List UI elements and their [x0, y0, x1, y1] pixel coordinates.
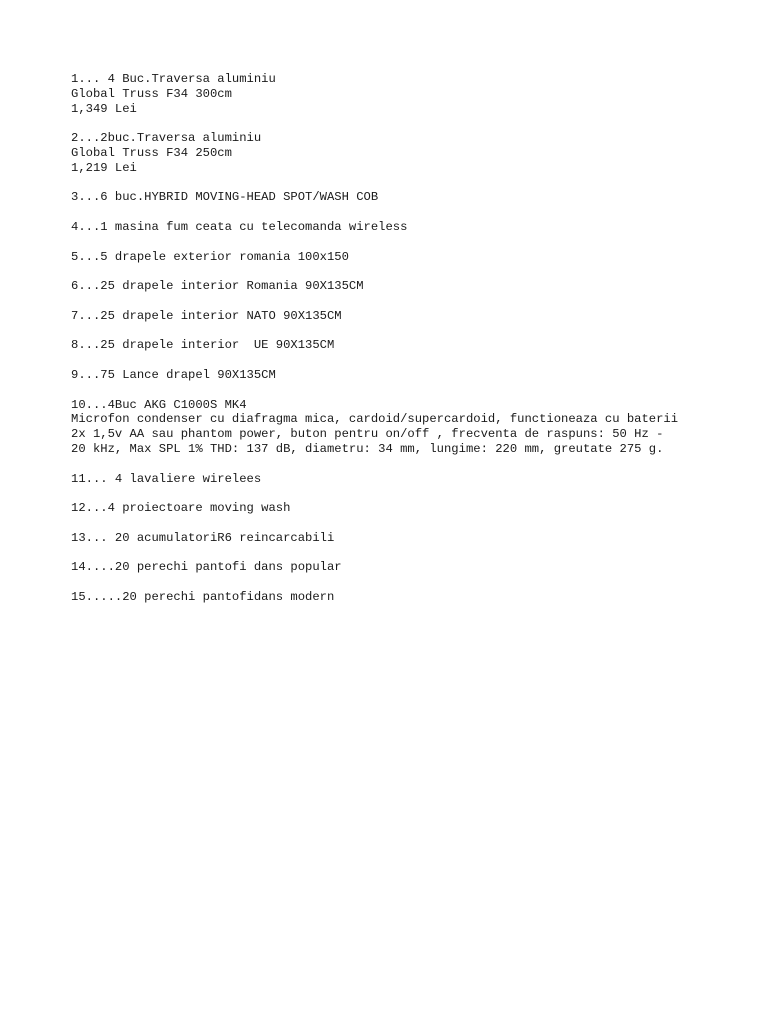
- item-1-price: 1,349 Lei: [71, 101, 137, 116]
- item-11-line-1: 11... 4 lavaliere wirelees: [71, 471, 262, 486]
- list-item-2: [71, 131, 731, 175]
- item-1-line-2: Global Truss F34 300cm: [71, 86, 232, 101]
- item-3-line-1: 3...6 buc.HYBRID MOVING-HEAD SPOT/WASH COB: [71, 190, 379, 205]
- item-2-line-2: Global Truss F34 250cm: [71, 145, 232, 160]
- document-page: [71, 72, 731, 619]
- item-9-line-1: 9...75 Lance drapel 90X135CM: [71, 367, 276, 382]
- item-10-line-4: 20 kHz, Max SPL 1% THD: 137 dB, diametru: 34 mm, lungime: 220 mm, greutate 275 g.: [71, 441, 664, 456]
- item-5-line-1: 5...5 drapele exterior romania 100x150: [71, 249, 349, 264]
- list-item-10: [71, 398, 731, 457]
- item-2-line-1: 2...2buc.Traversa aluminiu: [71, 131, 262, 146]
- item-10-line-2: Microfon condenser cu diafragma mica, cardoid/supercardoid, functioneaza cu baterii: [71, 412, 679, 427]
- list-item-6: [71, 279, 731, 294]
- item-1-line-1: 1... 4 Buc.Traversa aluminiu: [71, 72, 276, 86]
- list-item-14: [71, 560, 731, 575]
- item-10-line-1: 10...4Buc AKG C1000S MK4: [71, 397, 247, 412]
- item-12-line-1: 12...4 proiectoare moving wash: [71, 501, 291, 516]
- item-6-line-1: 6...25 drapele interior Romania 90X135CM: [71, 279, 364, 294]
- list-item-3: [71, 190, 731, 205]
- list-item-11: [71, 472, 731, 487]
- item-13-line-1: 13... 20 acumulatoriR6 reincarcabili: [71, 530, 335, 545]
- item-10-line-3: 2x 1,5v AA sau phantom power, buton pentru on/off , frecventa de raspuns: 50 Hz -: [71, 427, 664, 442]
- item-2-price: 1,219 Lei: [71, 160, 137, 175]
- list-item-8: [71, 338, 731, 353]
- item-7-line-1: 7...25 drapele interior NATO 90X135CM: [71, 308, 342, 323]
- list-item-1: [71, 72, 731, 116]
- list-item-9: [71, 368, 731, 383]
- item-4-line-1: 4...1 masina fum ceata cu telecomanda wireless: [71, 219, 408, 234]
- list-item-13: [71, 531, 731, 546]
- list-item-12: [71, 501, 731, 516]
- list-item-7: [71, 309, 731, 324]
- list-item-5: [71, 250, 731, 265]
- item-8-line-1: 8...25 drapele interior UE 90X135CM: [71, 338, 335, 353]
- item-14-line-1: 14....20 perechi pantofi dans popular: [71, 560, 342, 575]
- list-item-15: [71, 590, 731, 605]
- list-item-4: [71, 220, 731, 235]
- item-15-line-1: 15.....20 perechi pantofidans modern: [71, 589, 335, 604]
